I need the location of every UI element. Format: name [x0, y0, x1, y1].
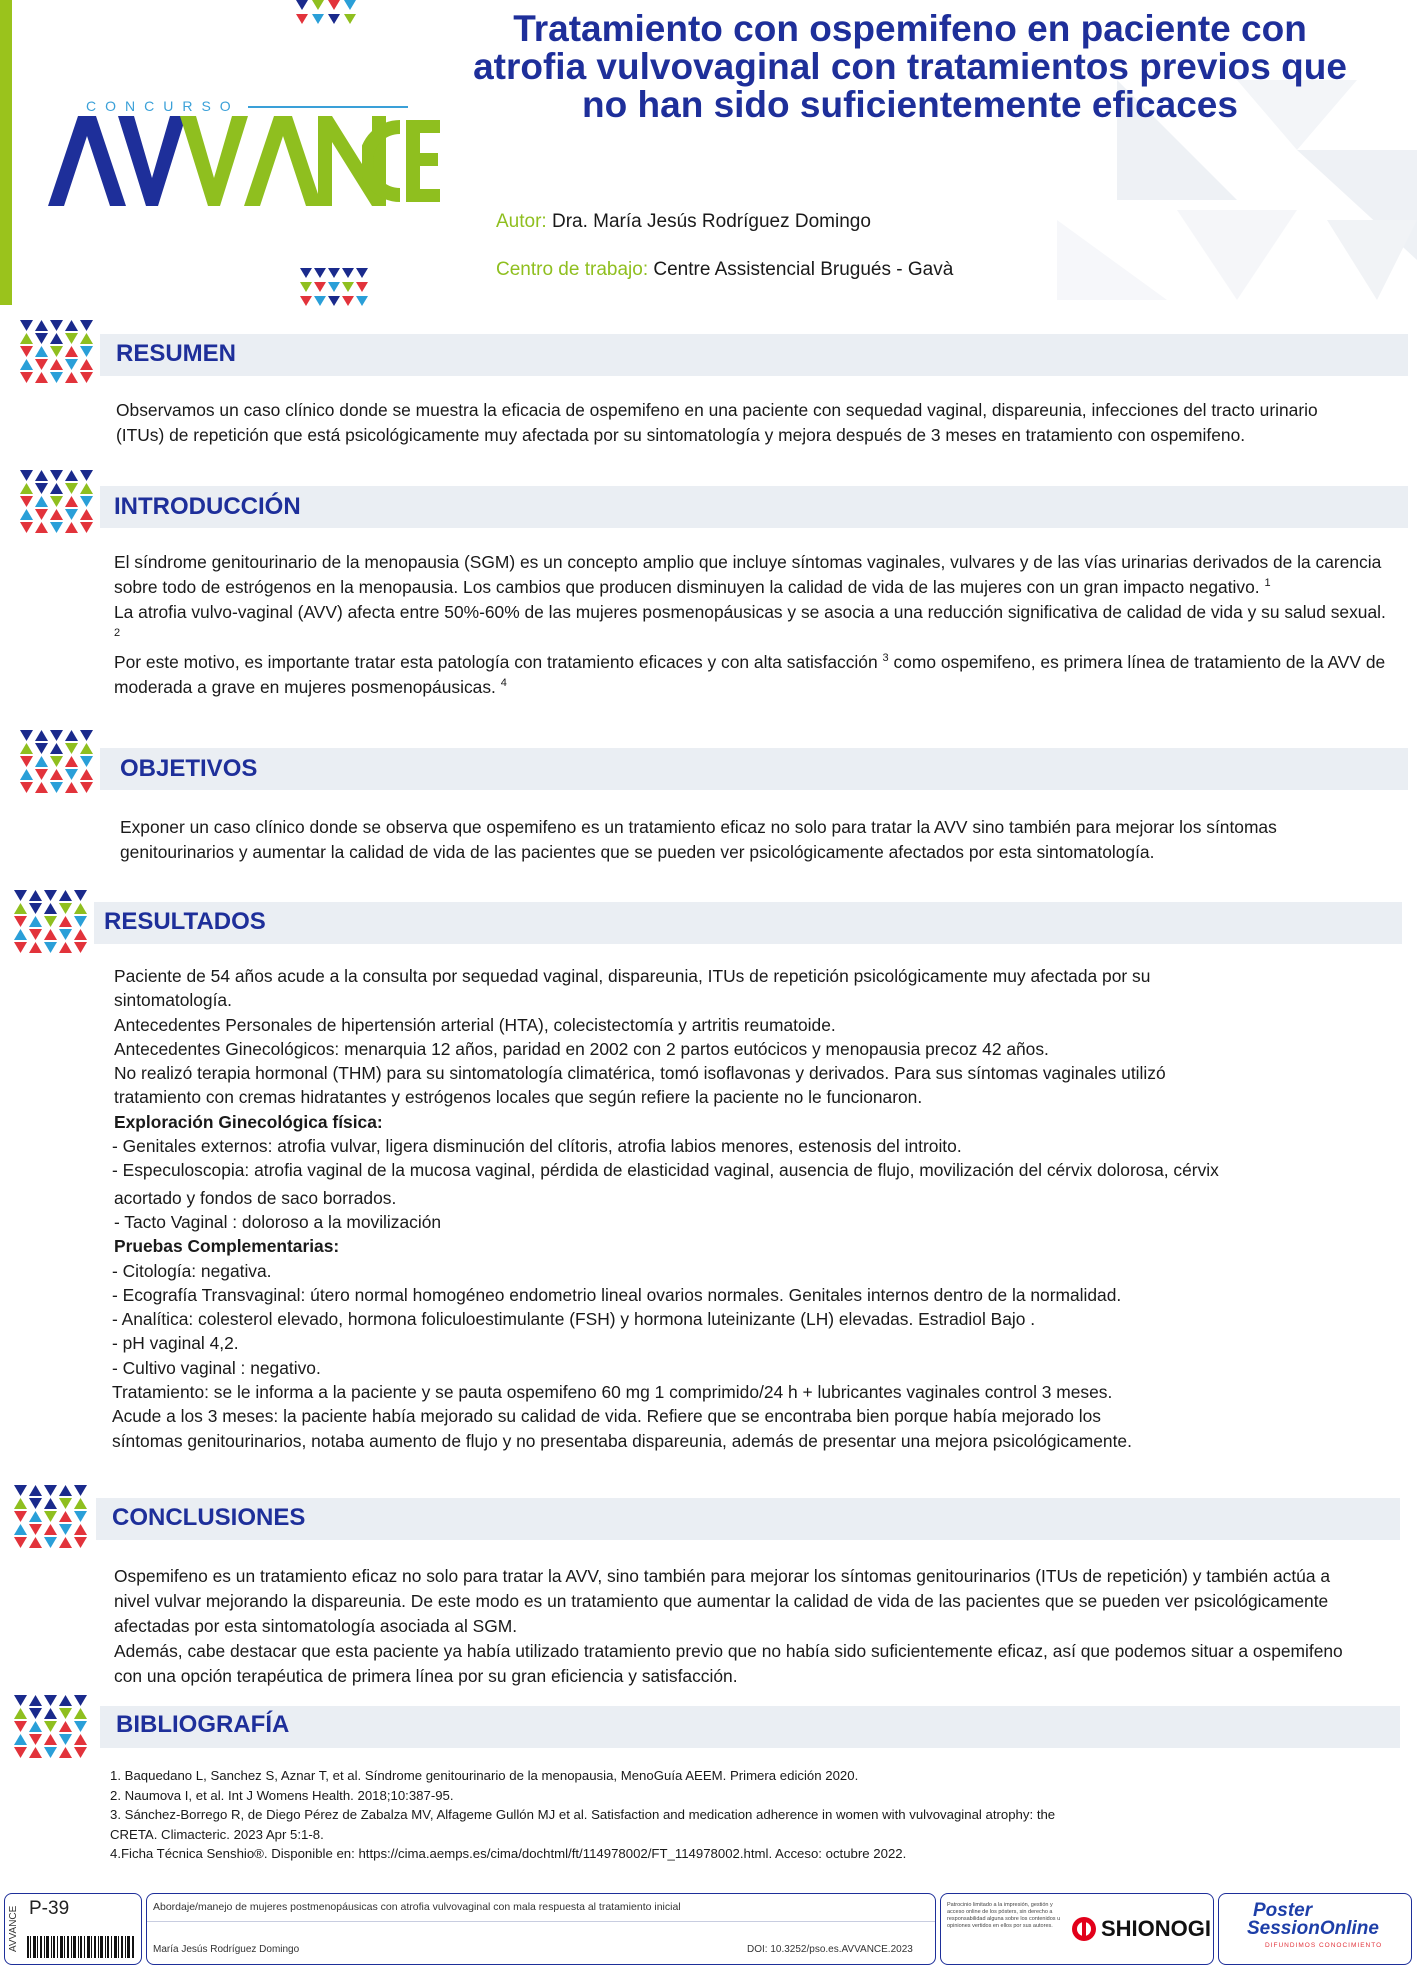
triangle-decoration-icon: [292, 0, 372, 32]
exploracion-line: - Especuloscopia: atrofia vaginal de la mucosa vaginal, pérdida de elasticidad vaginal, ausencia de flujo, movilización del cérvix dolorosa, cérvix: [112, 1160, 1219, 1181]
resumen-text: [116, 398, 1336, 448]
intro-ref-3: 3: [882, 652, 889, 665]
pruebas-line: - Cultivo vaginal : negativo.: [112, 1357, 321, 1378]
section-conclusiones-icon: [12, 1483, 92, 1553]
section-title-resultados: RESULTADOS: [104, 908, 266, 935]
pruebas-line: - Analítica: colesterol elevado, hormona foliculoestimulante (FSH) y hormona luteinizante (LH) elevadas. Estradiol Bajo .: [112, 1309, 1036, 1330]
workplace-label: Centro de trabajo:: [496, 259, 649, 280]
section-title-objetivos: OBJETIVOS: [120, 755, 258, 782]
intro-paragraph-1: El síndrome genitourinario de la menopausia (SGM) es un concepto amplio que incluye síntomas vaginales, vulvares y de las vías urinarias derivados de la carencia sobre todo de estrógenos en la menopausia. Los cambios que producen disminuyen la calidad de vida de las mujeres con un gran impacto negativo.: [114, 552, 1382, 597]
footer: [0, 1893, 1417, 1968]
bibliography-list: [110, 1766, 1290, 1864]
footer-author: María Jesús Rodríguez Domingo: [153, 1944, 300, 1955]
barcode-icon: [27, 1936, 135, 1958]
workplace-name: Centre Assistencial Brugués - Gavà: [653, 259, 954, 280]
section-title-conclusiones: CONCLUSIONES: [112, 1504, 306, 1531]
workplace-line: [496, 259, 953, 281]
conclusiones-paragraph-1: Ospemifeno es un tratamiento eficaz no solo para tratar la AVV, sino también para mejorar los síntomas genitourinarios (ITUs de repetición) y también actúa a nivel vulvar mejorando la dispareunia. De este modo es un tratamiento que aumentar la calidad de vida de las pacientes que se pueden ver psicológicamente afectadas por esta sintomatología asociada al SGM.: [114, 1566, 1331, 1636]
conclusiones-text: [114, 1564, 1364, 1689]
resultados-line: No realizó terapia hormonal (THM) para su sintomatología climatérica, tomó isoflavonas y derivados. Para sus síntomas vaginales utilizó: [114, 1063, 1166, 1084]
pruebas-heading: Pruebas Complementarias:: [114, 1236, 340, 1257]
resultados-line: Paciente de 54 años acude a la consulta por sequedad vaginal, dispareunia, ITUs de repetición psicológicamente muy afectada por su: [114, 966, 1151, 986]
intro-paragraph-2: La atrofia vulvo-vaginal (AVV) afecta entre 50%-60% de las mujeres posmenopáusicas y se asocia a una reducción significativa de calidad de vida y su salud sexual.: [114, 602, 1386, 622]
author-name: Dra. María Jesús Rodríguez Domingo: [551, 211, 871, 232]
resultados-line: sintomatología.: [114, 990, 232, 1011]
conclusiones-paragraph-2: Además, cabe destacar que esta paciente ya había utilizado tratamiento previo que no había sido suficientemente eficaz, así que podemos situar a ospemifeno con una opción terapéutica de primera línea por su gran eficiencia y satisfacción.: [114, 1641, 1343, 1686]
resultados-line: Antecedentes Ginecológicos: menarquia 12 años, paridad en 2002 con 2 partos eutócicos y menopausia precoz 42 años.: [114, 1038, 1049, 1059]
bibliography-item: 2. Naumova I, et al. Int J Womens Health. 2018;10:387-95.: [110, 1787, 454, 1803]
bibliography-item: CRETA. Climacteric. 2023 Apr 5:1-8.: [110, 1826, 324, 1842]
pruebas-line: - Ecografía Transvaginal: útero normal homogéneo endometrio lineal ovarios normales. Genitales internos dentro de la normalidad.: [112, 1284, 1122, 1305]
footer-info-box: [146, 1893, 936, 1965]
footer-side-label: AVVANCE: [8, 1905, 19, 1952]
bibliography-item: 4.Ficha Técnica Senshio®. Disponible en: https://cima.aemps.es/cima/dochtml/ft/114978002/FT_114978002.html. Acceso: octubre 2022.: [110, 1846, 907, 1861]
bibliography-item: 3. Sánchez-Borrego R, de Diego Pérez de Zabalza MV, Alfageme Gullón MJ et al. Satisfaction and medication adherence in women with vulvovaginal atrophy: the: [110, 1807, 1056, 1822]
logo-ce-letters-icon: [362, 116, 442, 206]
section-title-introduccion: INTRODUCCIÓN: [114, 493, 301, 520]
section-resumen-icon: [18, 318, 98, 388]
section-header-bar: [100, 1706, 1400, 1748]
logo-concurso-text: CONCURSO: [86, 98, 240, 114]
footer-topic: Abordaje/manejo de mujeres postmenopáusicas con atrofia vulvovaginal con mala respuesta al tratamiento inicial: [153, 1901, 681, 1913]
section-bibliografia-icon: [12, 1693, 92, 1763]
intro-paragraph-3a: Por este motivo, es importante tratar esta patología con tratamiento eficaces y con alta satisfacción: [114, 652, 878, 672]
tratamiento-line: Tratamiento: se le informa a la paciente y se pauta ospemifeno 60 mg 1 comprimido/24 h + lubricantes vaginales control 3 meses.: [112, 1382, 1113, 1403]
section-title-resumen: RESUMEN: [116, 340, 237, 367]
intro-ref-1: 1: [1264, 577, 1271, 590]
brand-poster: Poster: [1253, 1900, 1313, 1921]
exploracion-line: - Tacto Vaginal : doloroso a la movilización: [114, 1211, 442, 1232]
left-accent-bar: [0, 0, 12, 305]
objetivos-text: [120, 815, 1380, 865]
section-objetivos-icon: [18, 728, 98, 798]
triangle-decoration-icon: [298, 266, 378, 312]
footer-code-box: [4, 1893, 142, 1965]
intro-paragraph-3b: como ospemifeno, es primera línea de tratamiento de la AVV de moderada a grave en mujeres posmenopáusicas.: [114, 652, 1386, 697]
bibliography-item: 1. Baquedano L, Sanchez S, Aznar T, et al. Síndrome genitourinario de la menopausia, MenoGuía AEEM. Primera edición 2020.: [110, 1768, 859, 1783]
resultados-line: Antecedentes Personales de hipertensión arterial (HTA), colecistectomía y artritis reumatoide.: [114, 1014, 836, 1035]
exploracion-heading: Exploración Ginecológica física:: [114, 1111, 383, 1132]
sponsor-note: Patrocinio limitado a la impresión, gestión y acceso online de los pósters, sin derecho a responsabilidad alguna sobre los contenidos u opiniones vertidos en ellos por sus autores.: [947, 1902, 1061, 1929]
seguimiento-line: Acude a los 3 meses: la paciente había mejorado su calidad de vida. Refiere que se encontraba bien porque había mejorado los: [112, 1406, 1102, 1427]
resultados-line: tratamiento con cremas hidratantes y estrógenos locales que según refiere la paciente no le funcionaron.: [114, 1087, 923, 1108]
resumen-paragraph: Observamos un caso clínico donde se muestra la eficacia de ospemifeno en una paciente con sequedad vaginal, dispareunia, infecciones del tracto urinario (ITUs) de repetición que está psicológicamente muy afectada por su sintomatología y mejora después de 3 meses en tratamiento con ospemifeno.: [116, 400, 1318, 445]
exploracion-line: - Genitales externos: atrofia vulvar, ligera disminución del clítoris, atrofia labios menores, estenosis del introito.: [112, 1136, 962, 1157]
resultados-text: [114, 964, 1404, 1453]
section-resultados-icon: [12, 888, 92, 958]
sponsor-name: SHIONOGI: [1101, 1916, 1212, 1941]
footer-brand-box: [1218, 1893, 1412, 1965]
section-header-bar: [94, 902, 1402, 944]
seguimiento-line: síntomas genitourinarios, notaba aumento de flujo y no presentaba dispareunia, además de presentar una mejora psicológicamente.: [112, 1430, 1132, 1451]
author-line: [496, 211, 871, 233]
poster-title: Tratamiento con ospemifeno en paciente con atrofia vulvovaginal con tratamientos previos que no han sido suficientemente eficaces: [473, 8, 1347, 125]
author-label: Autor:: [496, 211, 547, 232]
footer-doi: DOI: 10.3252/pso.es.AVVANCE.2023: [747, 1944, 913, 1955]
introduccion-text: [114, 550, 1394, 700]
objetivos-paragraph: Exponer un caso clínico donde se observa que ospemifeno es un tratamiento eficaz no solo para tratar la AVV sino también para mejorar los síntomas genitourinarios y aumentar la calidad de vida de las pacientes que se pueden ver psicológicamente afectados por esta sintomatología.: [120, 817, 1277, 862]
section-header-bar: [100, 748, 1408, 790]
section-introduccion-icon: [18, 468, 98, 538]
brand-session-online: SessionOnline: [1247, 1918, 1379, 1939]
intro-ref-2: 2: [114, 627, 121, 640]
intro-ref-4: 4: [500, 677, 507, 690]
poster-code: P-39: [29, 1898, 70, 1919]
shionogi-logo-icon: [1071, 1916, 1097, 1942]
pruebas-line: - Citología: negativa.: [112, 1260, 272, 1281]
footer-sponsor-box: [940, 1893, 1214, 1965]
exploracion-line: acortado y fondos de saco borrados.: [114, 1187, 397, 1208]
brand-tagline: DIFUNDIMOS CONOCIMIENTO: [1265, 1942, 1383, 1949]
pruebas-line: - pH vaginal 4,2.: [112, 1333, 239, 1354]
section-header-bar: [100, 334, 1408, 376]
section-title-bibliografia: BIBLIOGRAFÍA: [116, 1711, 290, 1738]
